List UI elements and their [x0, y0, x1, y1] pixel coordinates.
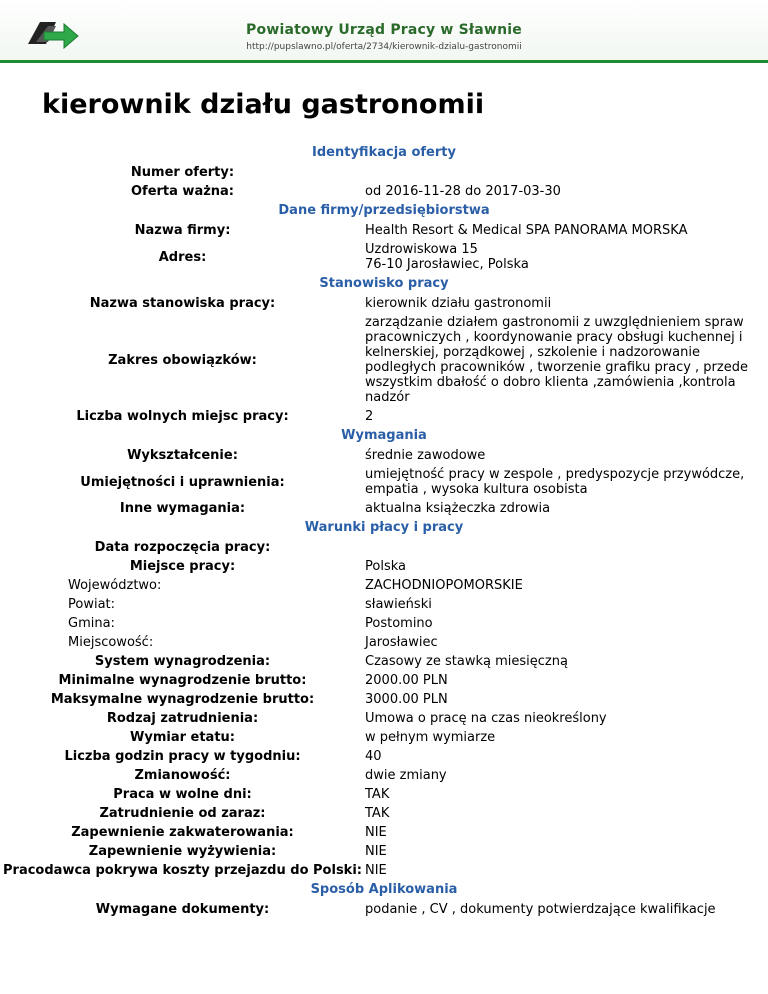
- detail-label: Oferta ważna:: [130, 184, 235, 199]
- detail-value: 40: [365, 749, 382, 764]
- detail-row: [0, 240, 768, 274]
- detail-value: Health Resort & Medical SPA PANORAMA MORSKA: [365, 223, 688, 238]
- detail-value: Czasowy ze stawką miesięczną: [365, 654, 568, 669]
- detail-row: [0, 294, 768, 313]
- section-title: Identyfikacja oferty: [312, 145, 456, 160]
- detail-label: Wymagane dokumenty:: [95, 902, 270, 917]
- detail-label: Liczba wolnych miejsc pracy:: [76, 409, 289, 424]
- detail-row: [0, 614, 768, 633]
- detail-row: [0, 595, 768, 614]
- detail-row: [0, 633, 768, 652]
- detail-label: Zapewnienie wyżywienia:: [88, 844, 277, 859]
- detail-value: ZACHODNIOPOMORSKIE: [365, 578, 523, 593]
- detail-row: [0, 446, 768, 465]
- section-title: Stanowisko pracy: [319, 276, 449, 291]
- detail-value: 2000.00 PLN: [365, 673, 448, 688]
- detail-row: [0, 690, 768, 709]
- detail-value: Postomino: [365, 616, 433, 631]
- detail-value: średnie zawodowe: [365, 448, 486, 463]
- detail-label: Minimalne wynagrodzenie brutto:: [58, 673, 307, 688]
- detail-label: Nazwa firmy:: [134, 223, 231, 238]
- detail-label: Maksymalne wynagrodzenie brutto:: [50, 692, 315, 707]
- detail-label: Adres:: [158, 249, 207, 265]
- detail-label: Powiat:: [68, 597, 116, 612]
- detail-value: kierownik działu gastronomii: [365, 296, 552, 311]
- detail-label: Praca w wolne dni:: [113, 787, 252, 802]
- detail-row: [0, 182, 768, 201]
- detail-label: Gmina:: [68, 616, 115, 631]
- detail-label: Wykształcenie:: [127, 448, 238, 463]
- detail-label: Numer oferty:: [130, 165, 235, 180]
- detail-value: umiejętność pracy w zespole , predyspozycje przywódcze, empatia , wysoka kultura osobista: [365, 467, 745, 497]
- page-header: [0, 0, 768, 63]
- detail-row: [0, 407, 768, 426]
- detail-row: [0, 842, 768, 861]
- detail-value: Uzdrowiskowa 15 76-10 Jarosławiec, Polska: [365, 242, 529, 272]
- detail-row: [0, 766, 768, 785]
- detail-value: TAK: [365, 787, 390, 802]
- detail-label: Pracodawca pokrywa koszty przejazdu do Polski:: [3, 863, 362, 878]
- detail-row: [0, 709, 768, 728]
- detail-value: NIE: [365, 825, 387, 840]
- detail-label: Zatrudnienie od zaraz:: [99, 806, 266, 821]
- detail-row: [0, 785, 768, 804]
- detail-label: Nazwa stanowiska pracy:: [89, 296, 276, 311]
- detail-label: Rodzaj zatrudnienia:: [106, 711, 259, 726]
- detail-row: [0, 747, 768, 766]
- detail-value: od 2016-11-28 do 2017-03-30: [365, 184, 561, 199]
- detail-row: [0, 576, 768, 595]
- detail-label: Miejscowość:: [68, 635, 154, 650]
- detail-value: 2: [365, 409, 374, 424]
- detail-row: [0, 499, 768, 518]
- detail-label: Województwo:: [68, 578, 162, 593]
- detail-value: dwie zmiany: [365, 768, 447, 783]
- detail-value: [365, 171, 768, 175]
- detail-row: [0, 804, 768, 823]
- detail-row: [0, 861, 768, 880]
- detail-row: [0, 823, 768, 842]
- detail-label: Wymiar etatu:: [130, 730, 235, 745]
- section-title: Dane firmy/przedsiębiorstwa: [278, 203, 490, 218]
- page-url[interactable]: http://pupslawno.pl/oferta/2734/kierownik-dzialu-gastronomii: [246, 42, 522, 52]
- detail-value: sławieński: [365, 597, 432, 612]
- detail-value: NIE: [365, 863, 387, 878]
- page-title: kierownik działu gastronomii: [42, 89, 485, 120]
- detail-value: zarządzanie działem gastronomii z uwzględnieniem spraw pracowniczych , koordynowanie pracy obsługi kuchennej i kelnerskiej, porządkowej , szkolenie i nadzorowanie podległych pracowników , tworzenie grafiku pracy , przede wszystkim dbałość o dobro klienta ,zamówienia ,kontrola nadzór: [365, 315, 748, 405]
- detail-row: [0, 652, 768, 671]
- detail-row: [0, 900, 768, 919]
- site-title: Powiatowy Urząd Pracy w Sławnie: [246, 22, 522, 38]
- detail-row: [0, 728, 768, 747]
- detail-label: Zakres obowiązków:: [108, 352, 257, 368]
- detail-label: Data rozpoczęcia pracy:: [94, 540, 271, 555]
- section-title: Warunki płacy i pracy: [304, 520, 464, 535]
- detail-value: Polska: [365, 559, 406, 574]
- detail-value: w pełnym wymiarze: [365, 730, 496, 745]
- detail-row: [0, 221, 768, 240]
- detail-value: TAK: [365, 806, 390, 821]
- detail-row: [0, 163, 768, 182]
- detail-value: Umowa o pracę na czas nieokreślony: [365, 711, 607, 726]
- detail-label: System wynagrodzenia:: [94, 654, 271, 669]
- section-title: Wymagania: [341, 428, 427, 443]
- detail-row: [0, 538, 768, 557]
- detail-row: [0, 313, 768, 407]
- detail-value: [365, 546, 768, 550]
- detail-value: aktualna książeczka zdrowia: [365, 501, 551, 516]
- detail-row: [0, 465, 768, 499]
- detail-row: [0, 557, 768, 576]
- detail-label: Inne wymagania:: [119, 501, 246, 516]
- detail-value: podanie , CV , dokumenty potwierdzające kwalifikacje: [365, 902, 716, 917]
- detail-label: Zapewnienie zakwaterowania:: [71, 825, 294, 840]
- detail-label: Umiejętności i uprawnienia:: [80, 474, 285, 490]
- detail-label: Liczba godzin pracy w tygodniu:: [64, 749, 301, 764]
- detail-value: Jarosławiec: [365, 635, 438, 650]
- detail-row: [0, 671, 768, 690]
- offer-details: [0, 143, 768, 919]
- detail-value: 3000.00 PLN: [365, 692, 448, 707]
- detail-value: NIE: [365, 844, 387, 859]
- detail-label: Zmianowość:: [134, 768, 231, 783]
- section-title: Sposób Aplikowania: [310, 882, 458, 897]
- detail-label: Miejsce pracy:: [129, 559, 236, 574]
